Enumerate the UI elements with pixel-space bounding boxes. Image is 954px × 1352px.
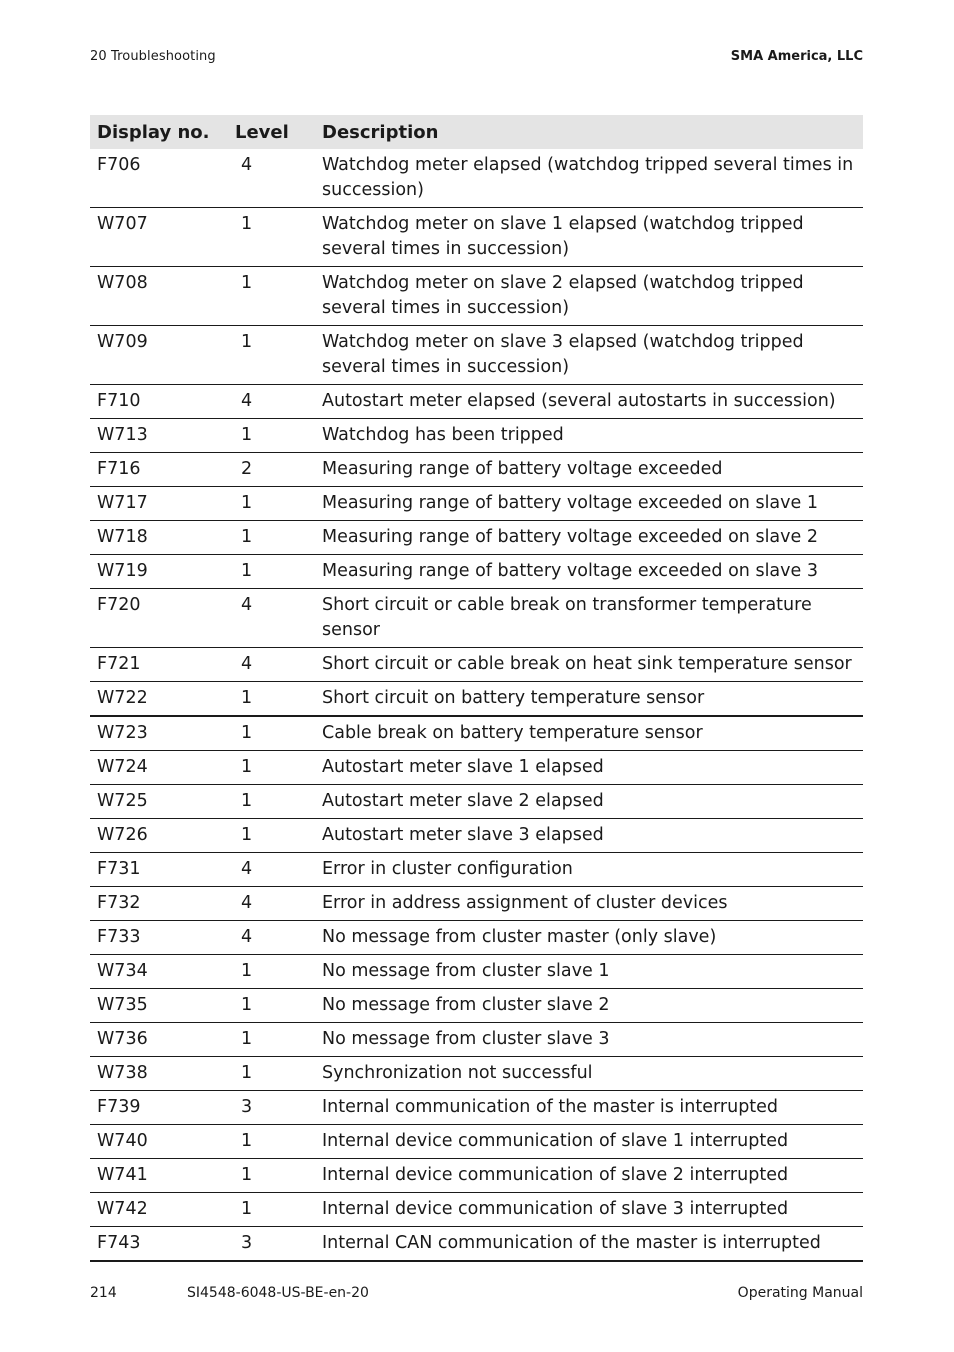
- description-cell: Watchdog meter elapsed (watchdog tripped several times in succession): [316, 149, 863, 208]
- code-cell: W738: [90, 1057, 235, 1091]
- level-cell: 3: [235, 1091, 316, 1125]
- table-row: [90, 385, 863, 419]
- level-cell: 3: [235, 1227, 316, 1262]
- code-cell: W736: [90, 1023, 235, 1057]
- page-number: 214: [90, 1285, 117, 1301]
- level-cell: 1: [235, 955, 316, 989]
- description-cell: Short circuit on battery temperature sensor: [316, 682, 863, 717]
- table-row: [90, 1193, 863, 1227]
- table-row: [90, 208, 863, 267]
- table-row: [90, 1091, 863, 1125]
- code-cell: W713: [90, 419, 235, 453]
- table-body: [90, 149, 863, 1261]
- description-cell: Autostart meter elapsed (several autostarts in succession): [316, 385, 863, 419]
- description-cell: Synchronization not successful: [316, 1057, 863, 1091]
- table-row: [90, 955, 863, 989]
- level-cell: 2: [235, 453, 316, 487]
- code-cell: W718: [90, 521, 235, 555]
- code-cell: W708: [90, 267, 235, 326]
- level-cell: 4: [235, 887, 316, 921]
- code-cell: W707: [90, 208, 235, 267]
- level-cell: 1: [235, 785, 316, 819]
- level-cell: 4: [235, 589, 316, 648]
- table-header-row: [90, 115, 863, 149]
- table-row: [90, 785, 863, 819]
- code-cell: F733: [90, 921, 235, 955]
- description-cell: Cable break on battery temperature sensor: [316, 716, 863, 751]
- table-row: [90, 326, 863, 385]
- table-row: [90, 887, 863, 921]
- level-cell: 1: [235, 1193, 316, 1227]
- table-row: [90, 589, 863, 648]
- code-cell: W735: [90, 989, 235, 1023]
- code-cell: W726: [90, 819, 235, 853]
- description-cell: No message from cluster slave 1: [316, 955, 863, 989]
- level-cell: 1: [235, 751, 316, 785]
- description-cell: Internal CAN communication of the master is interrupted: [316, 1227, 863, 1262]
- table-row: [90, 453, 863, 487]
- company-name: SMA America, LLC: [730, 49, 863, 64]
- level-cell: 1: [235, 419, 316, 453]
- table-row: [90, 682, 863, 717]
- table-row: [90, 921, 863, 955]
- code-cell: F710: [90, 385, 235, 419]
- code-cell: W717: [90, 487, 235, 521]
- description-cell: Watchdog meter on slave 3 elapsed (watchdog tripped several times in succession): [316, 326, 863, 385]
- level-cell: 4: [235, 853, 316, 887]
- description-cell: Internal communication of the master is interrupted: [316, 1091, 863, 1125]
- description-cell: Measuring range of battery voltage exceeded on slave 2: [316, 521, 863, 555]
- section-header: 20 Troubleshooting: [90, 49, 216, 64]
- description-cell: No message from cluster slave 2: [316, 989, 863, 1023]
- description-cell: Short circuit or cable break on heat sink temperature sensor: [316, 648, 863, 682]
- description-cell: Error in cluster configuration: [316, 853, 863, 887]
- description-cell: Autostart meter slave 1 elapsed: [316, 751, 863, 785]
- table-row: [90, 716, 863, 751]
- table-row: [90, 149, 863, 208]
- level-cell: 4: [235, 648, 316, 682]
- description-cell: Internal device communication of slave 1 interrupted: [316, 1125, 863, 1159]
- table-row: [90, 521, 863, 555]
- table-row: [90, 419, 863, 453]
- level-cell: 1: [235, 1125, 316, 1159]
- column-header-display-no: Display no.: [90, 115, 235, 149]
- level-cell: 1: [235, 267, 316, 326]
- code-cell: W725: [90, 785, 235, 819]
- level-cell: 1: [235, 989, 316, 1023]
- code-cell: W722: [90, 682, 235, 717]
- code-cell: F731: [90, 853, 235, 887]
- description-cell: Watchdog meter on slave 1 elapsed (watchdog tripped several times in succession): [316, 208, 863, 267]
- level-cell: 1: [235, 682, 316, 717]
- level-cell: 4: [235, 921, 316, 955]
- code-cell: W741: [90, 1159, 235, 1193]
- level-cell: 4: [235, 385, 316, 419]
- description-cell: Measuring range of battery voltage exceeded on slave 1: [316, 487, 863, 521]
- description-cell: Autostart meter slave 3 elapsed: [316, 819, 863, 853]
- table-row: [90, 1227, 863, 1262]
- fault-code-table: [90, 115, 863, 1262]
- description-cell: Short circuit or cable break on transformer temperature sensor: [316, 589, 863, 648]
- level-cell: 1: [235, 326, 316, 385]
- description-cell: Watchdog has been tripped: [316, 419, 863, 453]
- code-cell: F743: [90, 1227, 235, 1262]
- table-row: [90, 989, 863, 1023]
- description-cell: Autostart meter slave 2 elapsed: [316, 785, 863, 819]
- level-cell: 1: [235, 555, 316, 589]
- description-cell: Measuring range of battery voltage exceeded on slave 3: [316, 555, 863, 589]
- code-cell: F706: [90, 149, 235, 208]
- column-header-level: Level: [235, 115, 316, 149]
- level-cell: 1: [235, 521, 316, 555]
- code-cell: W723: [90, 716, 235, 751]
- table-row: [90, 648, 863, 682]
- code-cell: F716: [90, 453, 235, 487]
- level-cell: 1: [235, 716, 316, 751]
- description-cell: No message from cluster slave 3: [316, 1023, 863, 1057]
- code-cell: W719: [90, 555, 235, 589]
- level-cell: 1: [235, 1159, 316, 1193]
- description-cell: Measuring range of battery voltage exceeded: [316, 453, 863, 487]
- table-row: [90, 1159, 863, 1193]
- description-cell: Watchdog meter on slave 2 elapsed (watchdog tripped several times in succession): [316, 267, 863, 326]
- level-cell: 1: [235, 819, 316, 853]
- table-row: [90, 267, 863, 326]
- table-row: [90, 1023, 863, 1057]
- description-cell: No message from cluster master (only slave): [316, 921, 863, 955]
- code-cell: W742: [90, 1193, 235, 1227]
- table-row: [90, 487, 863, 521]
- column-header-description: Description: [316, 115, 863, 149]
- code-cell: F739: [90, 1091, 235, 1125]
- table-row: [90, 1125, 863, 1159]
- table-row: [90, 853, 863, 887]
- code-cell: F721: [90, 648, 235, 682]
- description-cell: Error in address assignment of cluster devices: [316, 887, 863, 921]
- table-row: [90, 555, 863, 589]
- level-cell: 1: [235, 208, 316, 267]
- code-cell: W709: [90, 326, 235, 385]
- table-row: [90, 1057, 863, 1091]
- level-cell: 4: [235, 149, 316, 208]
- level-cell: 1: [235, 1057, 316, 1091]
- document-id: SI4548-6048-US-BE-en-20: [187, 1285, 369, 1301]
- level-cell: 1: [235, 1023, 316, 1057]
- table-row: [90, 819, 863, 853]
- manual-title: Operating Manual: [737, 1285, 863, 1301]
- code-cell: F732: [90, 887, 235, 921]
- code-cell: W724: [90, 751, 235, 785]
- description-cell: Internal device communication of slave 2 interrupted: [316, 1159, 863, 1193]
- code-cell: F720: [90, 589, 235, 648]
- code-cell: W740: [90, 1125, 235, 1159]
- table-row: [90, 751, 863, 785]
- level-cell: 1: [235, 487, 316, 521]
- code-cell: W734: [90, 955, 235, 989]
- description-cell: Internal device communication of slave 3 interrupted: [316, 1193, 863, 1227]
